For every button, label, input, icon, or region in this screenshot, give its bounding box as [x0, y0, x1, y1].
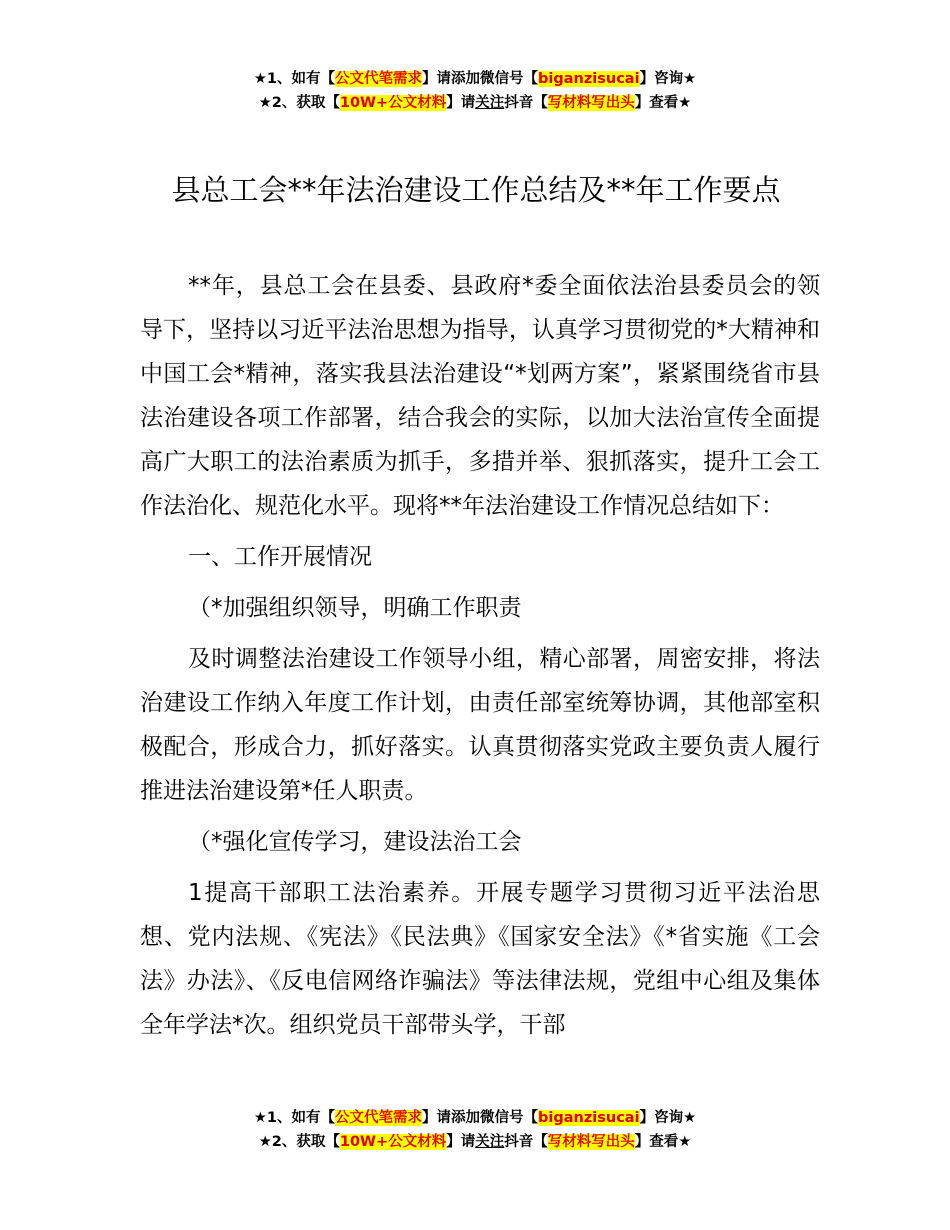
- highlight-service: 公文代笔需求: [335, 71, 423, 87]
- section-heading-1: 一、工作开展情况: [188, 544, 372, 570]
- highlight-wechat-id: biganzisucai: [538, 1110, 640, 1126]
- highlight-wechat-id: biganzisucai: [538, 71, 640, 87]
- highlight-service: 公文代笔需求: [335, 1110, 423, 1126]
- subsection-heading-1: （*加强组织领导，明确工作职责: [188, 595, 522, 621]
- highlight-douyin: 写材料写出头: [547, 95, 635, 111]
- document-title: 县总工会**年法治建设工作总结及**年工作要点: [171, 173, 781, 207]
- body-paragraph: 及时调整法治建设工作领导小组，精心部署，周密安排，将法治建设工作纳入年度工作计划，由责任部室统筹协调，其他部室积极配合，形成合力，抓好落实。认真贯彻落实党政主要负责人履行推进法治建设第*任人职责。: [140, 646, 820, 804]
- document-body: [140, 264, 820, 1054]
- notice-line-1: ★1、如有【公文代笔需求】请添加微信号【biganzisucai】咨询★: [253, 1110, 697, 1126]
- header-notice: [0, 67, 950, 115]
- subsection-heading-2: （*强化宣传学习，建设法治工会: [188, 829, 522, 855]
- body-paragraph: 1提高干部职工法治素养。开展专题学习贯彻习近平法治思想、党内法规、《宪法》《民法典》《国家安全法》《*省实施《工会法》办法》、《反电信网络诈骗法》等法律法规，党组中心组及集体全年学法*次。组织党员干部带头学，干部: [140, 880, 820, 1038]
- highlight-materials: 10W+公文材料: [339, 95, 447, 111]
- highlight-materials: 10W+公文材料: [339, 1134, 447, 1150]
- notice-line-1: ★1、如有【公文代笔需求】请添加微信号【biganzisucai】咨询★: [253, 71, 697, 87]
- notice-line-2: ★2、获取【10W+公文材料】请关注抖音【写材料写出头】查看★: [258, 95, 692, 111]
- intro-paragraph: **年，县总工会在县委、县政府*委全面依法治县委员会的领导下，坚持以习近平法治思想为指导，认真学习贯彻党的*大精神和中国工会*精神，落实我县法治建设“*划两方案”，紧紧围绕省市县法治建设各项工作部署，结合我会的实际，以加大法治宣传全面提高广大职工的法治素质为抓手，多措并举、狠抓落实，提升工会工作法治化、规范化水平。现将**年法治建设工作情况总结如下：: [140, 273, 820, 519]
- footer-notice: [0, 1106, 950, 1154]
- notice-line-2: ★2、获取【10W+公文材料】请关注抖音【写材料写出头】查看★: [258, 1134, 692, 1150]
- highlight-douyin: 写材料写出头: [547, 1134, 635, 1150]
